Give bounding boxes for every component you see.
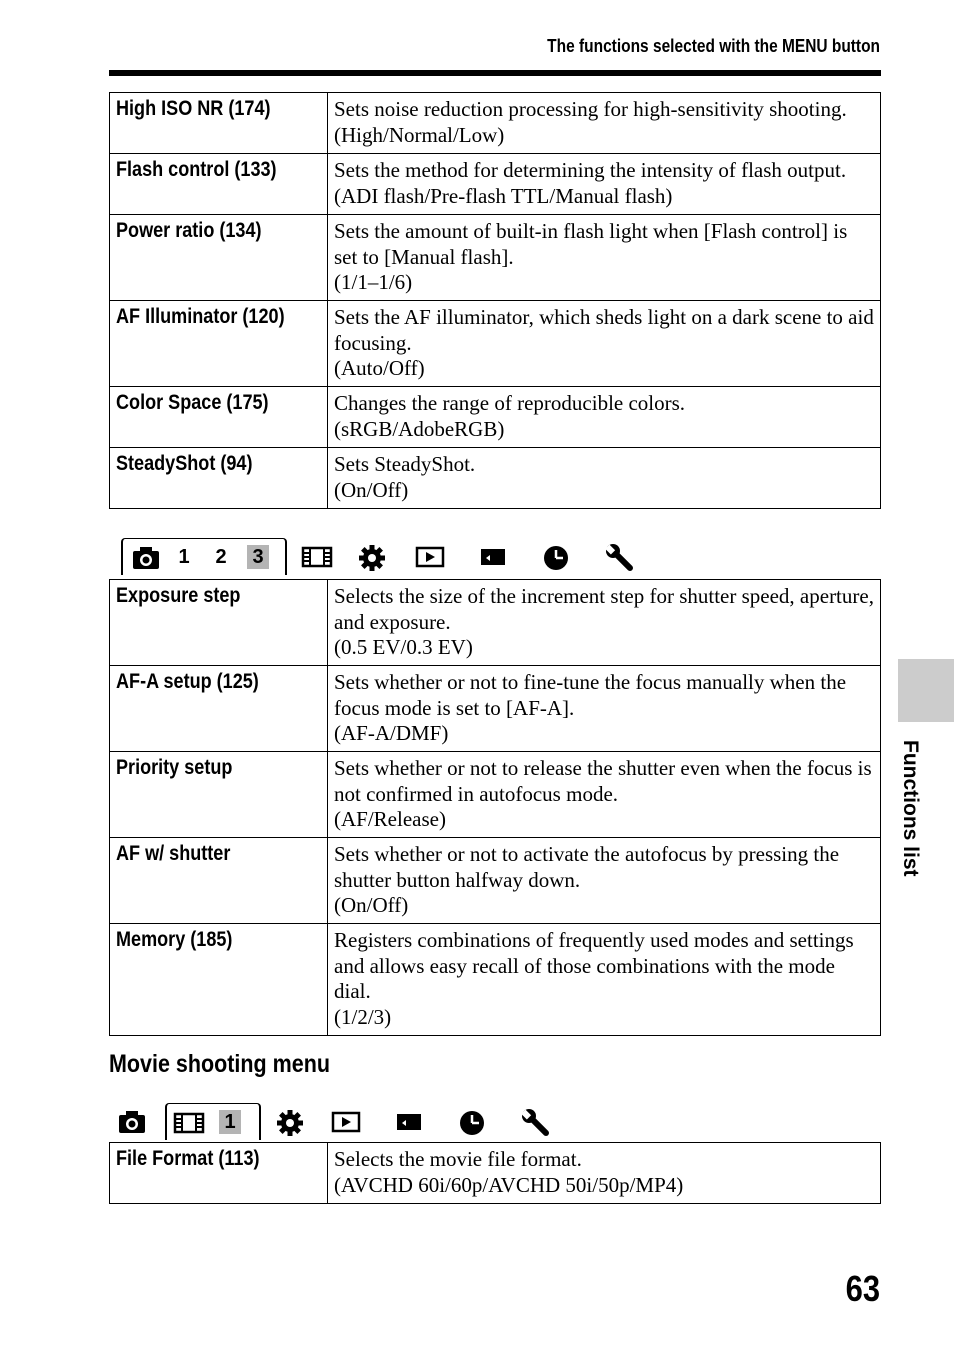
table-row: [110, 666, 881, 752]
function-name-cell: [110, 387, 328, 448]
clock-icon[interactable]: [457, 1109, 487, 1142]
camera-icon: [131, 545, 161, 576]
playback-icon[interactable]: [331, 1109, 361, 1140]
function-desc: Sets the amount of built-in flash light when [Flash control] is set to [Manual flash].: [334, 219, 848, 269]
wrench-icon[interactable]: [521, 1109, 551, 1142]
function-name: Flash control (133): [116, 158, 277, 181]
function-name-cell: [110, 838, 328, 924]
function-name: Priority setup: [116, 756, 233, 779]
functions-table-shooting-3: [109, 579, 881, 1036]
table-row: [110, 301, 881, 387]
function-options: (On/Off): [334, 893, 409, 917]
function-name-cell: [110, 154, 328, 215]
tab-page-1[interactable]: 1: [178, 546, 190, 568]
section-title: Movie shooting menu: [109, 1050, 330, 1078]
memory-card-icon[interactable]: [477, 544, 509, 575]
function-desc: Selects the size of the increment step for shutter speed, aperture, and exposure.: [334, 584, 874, 634]
functions-table-top: [109, 92, 881, 509]
function-options: (AVCHD 60i/60p/AVCHD 50i/50p/MP4): [334, 1172, 684, 1197]
function-desc: Sets noise reduction processing for high-sensitivity shooting.: [334, 97, 847, 121]
function-desc: Selects the movie file format.: [334, 1147, 582, 1171]
function-options: (AF-A/DMF): [334, 721, 449, 745]
shooting-menu-tab-group[interactable]: [121, 538, 287, 575]
movie-menu-tab-strip: [109, 1103, 669, 1141]
function-desc: Sets whether or not to fine-tune the focus manually when the focus mode is set to [AF-A].: [334, 670, 847, 720]
function-name: File Format (113): [116, 1147, 260, 1170]
clock-icon[interactable]: [541, 544, 571, 577]
side-thumb-tab: [898, 659, 954, 722]
function-desc-cell: [328, 752, 881, 838]
table-row: [110, 1143, 881, 1204]
function-name: Color Space (175): [116, 391, 269, 414]
function-options: (sRGB/AdobeRGB): [334, 416, 505, 441]
gear-icon[interactable]: [275, 1109, 305, 1142]
function-desc-cell: [328, 93, 881, 154]
playback-icon[interactable]: [415, 544, 445, 575]
function-desc: Sets the AF illuminator, which sheds light on a dark scene to aid focusing.: [334, 305, 874, 355]
function-name-cell: [110, 924, 328, 1036]
function-desc-cell: [328, 448, 881, 509]
gear-icon[interactable]: [357, 544, 387, 577]
function-desc-cell: [328, 301, 881, 387]
movie-icon[interactable]: [301, 544, 333, 575]
functions-table-movie: [109, 1142, 881, 1204]
function-name-cell: [110, 1143, 328, 1204]
function-name: SteadyShot (94): [116, 452, 253, 475]
side-section-label-text: Functions list: [899, 740, 922, 877]
table-row: [110, 387, 881, 448]
menu-tab-strip: [109, 538, 669, 576]
function-desc-cell: [328, 924, 881, 1036]
function-desc-cell: [328, 838, 881, 924]
function-name: AF-A setup (125): [116, 670, 259, 693]
function-name: Power ratio (134): [116, 219, 262, 242]
function-desc: Changes the range of reproducible colors.: [334, 391, 686, 415]
function-name: AF w/ shutter: [116, 842, 231, 865]
wrench-icon[interactable]: [605, 544, 635, 577]
movie-icon: [173, 1110, 205, 1141]
function-desc-cell: [328, 580, 881, 666]
function-options: (AF/Release): [334, 807, 446, 831]
side-section-label: [892, 740, 926, 880]
header-title: The functions selected with the MENU button: [547, 36, 880, 56]
table-row: [110, 154, 881, 215]
function-name-cell: [110, 448, 328, 509]
function-name: Exposure step: [116, 584, 241, 607]
table-row: [110, 215, 881, 301]
function-desc: Sets SteadyShot.: [334, 452, 476, 476]
function-name: Memory (185): [116, 928, 233, 951]
table-row: [110, 448, 881, 509]
table-row: [110, 924, 881, 1036]
function-desc: Sets whether or not to release the shutter even when the focus is not confirmed in autofocus mode.: [334, 756, 872, 806]
tab-page-1-selected[interactable]: 1: [219, 1110, 241, 1134]
function-desc-cell: [328, 1143, 881, 1204]
header-rule: [109, 70, 881, 76]
function-options: (On/Off): [334, 477, 409, 502]
function-desc: Sets the method for determining the intensity of flash output.: [334, 158, 847, 182]
memory-card-icon[interactable]: [393, 1109, 425, 1140]
function-options: (High/Normal/Low): [334, 122, 505, 147]
function-desc: Registers combinations of frequently used modes and settings and allows easy recall of those combinations with the mode dial.: [334, 928, 854, 1003]
function-options: (ADI flash/Pre-flash TTL/Manual flash): [334, 183, 673, 208]
function-name-cell: [110, 215, 328, 301]
movie-menu-tab-group[interactable]: [165, 1103, 261, 1140]
function-name: AF Illuminator (120): [116, 305, 285, 328]
function-options: (1/1–1/6): [334, 270, 413, 294]
function-desc-cell: [328, 154, 881, 215]
function-desc: Sets whether or not to activate the autofocus by pressing the shutter button halfway down.: [334, 842, 840, 892]
tab-page-3-selected[interactable]: 3: [247, 545, 269, 569]
function-name-cell: [110, 301, 328, 387]
function-options: (1/2/3): [334, 1004, 392, 1029]
table-row: [110, 93, 881, 154]
function-name-cell: [110, 752, 328, 838]
function-desc-cell: [328, 215, 881, 301]
camera-icon[interactable]: [117, 1109, 147, 1140]
function-desc-cell: [328, 666, 881, 752]
function-options: (0.5 EV/0.3 EV): [334, 635, 473, 659]
function-desc-cell: [328, 387, 881, 448]
table-row: [110, 580, 881, 666]
table-row: [110, 752, 881, 838]
page-number: 63: [845, 1268, 880, 1309]
tab-page-2[interactable]: 2: [215, 546, 227, 568]
function-name-cell: [110, 580, 328, 666]
function-name-cell: [110, 93, 328, 154]
function-name-cell: [110, 666, 328, 752]
function-name: High ISO NR (174): [116, 97, 271, 120]
table-row: [110, 838, 881, 924]
function-options: (Auto/Off): [334, 356, 425, 380]
